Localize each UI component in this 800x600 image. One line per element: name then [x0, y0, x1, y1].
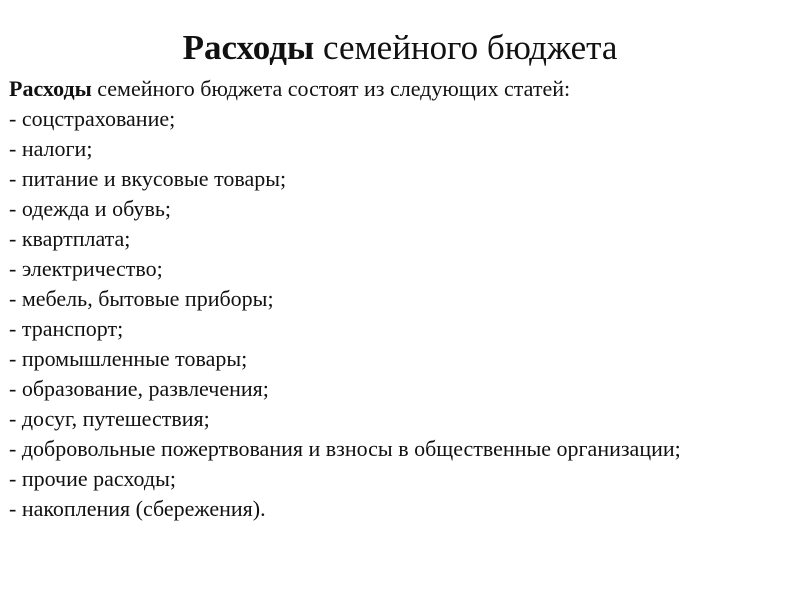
list-item: - прочие расходы;: [9, 466, 176, 491]
list-item: - электричество;: [9, 256, 163, 281]
list-item: - досуг, путешествия;: [9, 406, 210, 431]
list-item: - транспорт;: [9, 316, 124, 341]
list-item: - одежда и обувь;: [9, 196, 171, 221]
intro-bold-word: Расходы: [9, 76, 92, 101]
intro-rest: семейного бюджета состоят из следующих статей:: [97, 76, 571, 101]
title-rest: семейного бюджета: [323, 28, 618, 67]
list-item: - налоги;: [9, 136, 93, 161]
list-item: - квартплата;: [9, 226, 131, 251]
slide-content: [9, 74, 789, 524]
expense-list: [9, 104, 789, 524]
slide-title: [0, 26, 800, 70]
list-item: - образование, развлечения;: [9, 376, 269, 401]
title-bold-word: Расходы: [182, 28, 315, 67]
list-item: - мебель, бытовые приборы;: [9, 286, 274, 311]
list-item: - соцстрахование;: [9, 106, 176, 131]
list-item: - питание и вкусовые товары;: [9, 166, 287, 191]
list-item: - промышленные товары;: [9, 346, 248, 371]
list-item: - накопления (сбережения).: [9, 496, 266, 521]
intro-line: [9, 74, 789, 104]
list-item: - добровольные пожертвования и взносы в общественные организации;: [9, 436, 681, 461]
